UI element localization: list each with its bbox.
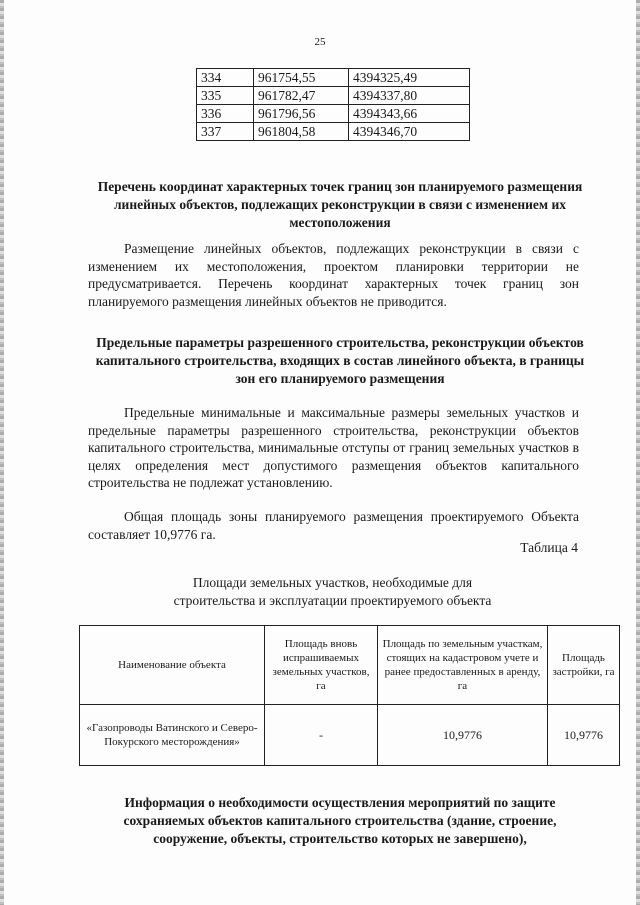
table-title-line-1: Площади земельных участков, необходимые для xyxy=(192,575,473,590)
table-row xyxy=(80,705,620,766)
point-number-cell: 334 xyxy=(197,69,254,87)
header-leased-area: Площадь по земельным участкам, стоящих на кадастровом учете и ранее предоставленных в аренду, га xyxy=(378,626,548,705)
cell-new-area: - xyxy=(265,705,378,766)
paragraph-parameters xyxy=(88,404,579,492)
y-coordinate-cell: 4394325,49 xyxy=(349,69,470,87)
paragraph-coordinates xyxy=(88,240,579,310)
y-coordinate-cell: 4394337,80 xyxy=(349,87,470,105)
cell-object-name: «Газопроводы Ватинского и Северо-Покурского месторождения» xyxy=(80,705,265,766)
paragraph-total-area-text: Общая площадь зоны планируемого размещения проектируемого Объекта составляет 10,9776 га. xyxy=(88,509,579,542)
header-built-area: Площадь застройки, га xyxy=(548,626,620,705)
coordinate-row xyxy=(197,87,470,105)
cell-leased-area: 10,9776 xyxy=(378,705,548,766)
header-object-name: Наименование объекта xyxy=(80,626,265,705)
coordinate-row xyxy=(197,105,470,123)
x-coordinate-cell: 961782,47 xyxy=(254,87,349,105)
x-coordinate-cell: 961804,58 xyxy=(254,123,349,141)
table-title xyxy=(60,574,605,610)
y-coordinate-cell: 4394346,70 xyxy=(349,123,470,141)
y-coordinate-cell: 4394343,66 xyxy=(349,105,470,123)
point-number-cell: 337 xyxy=(197,123,254,141)
section-heading-coordinates: Перечень координат характерных точек границ зон планируемого размещения линейных объектов, подлежащих реконструкции в связи с изменением их местоположения xyxy=(97,179,583,230)
table-title-line-2: строительства и эксплуатации проектируемого объекта xyxy=(173,593,492,608)
land-areas-table xyxy=(79,625,620,766)
point-number-cell: 335 xyxy=(197,87,254,105)
header-new-area: Площадь вновь испрашиваемых земельных участков, га xyxy=(265,626,378,705)
table-header-row xyxy=(80,626,620,705)
x-coordinate-cell: 961754,55 xyxy=(254,69,349,87)
section-heading-protection: Информация о необходимости осуществления мероприятий по защите сохраняемых объектов капитального строительства (здание, строение, сооружение, объекты, строительство которых не завершено), xyxy=(123,795,557,846)
paragraph-parameters-text: Предельные минимальные и максимальные размеры земельных участков и предельные параметры разрешенного строительства, реконструкции объектов капитального строительства, минимальные отступы от границ земельных участков в целях определения мест допустимого размещения объектов капитального строительства не подлежат установлению. xyxy=(88,405,579,490)
cell-built-area: 10,9776 xyxy=(548,705,620,766)
point-number-cell: 336 xyxy=(197,105,254,123)
paragraph-total-area xyxy=(88,508,579,543)
coordinates-table xyxy=(196,68,470,141)
coordinate-row xyxy=(197,69,470,87)
table-label: Таблица 4 xyxy=(520,540,578,555)
paragraph-coordinates-text: Размещение линейных объектов, подлежащих реконструкции в связи с изменением их местоположения, проектом планировки территории не предусматривается. Перечень координат характерных точек границ зон планируемого размещения линейных объектов не приводится. xyxy=(88,241,579,309)
scan-edge-left xyxy=(0,0,4,905)
x-coordinate-cell: 961796,56 xyxy=(254,105,349,123)
scan-edge-right xyxy=(636,0,640,905)
page-number: 25 xyxy=(314,36,326,48)
coordinate-row xyxy=(197,123,470,141)
section-heading-parameters: Предельные параметры разрешенного строительства, реконструкции объектов капитального строительства, входящих в состав линейного объекта, в границы зон его планируемого размещения xyxy=(95,335,585,386)
